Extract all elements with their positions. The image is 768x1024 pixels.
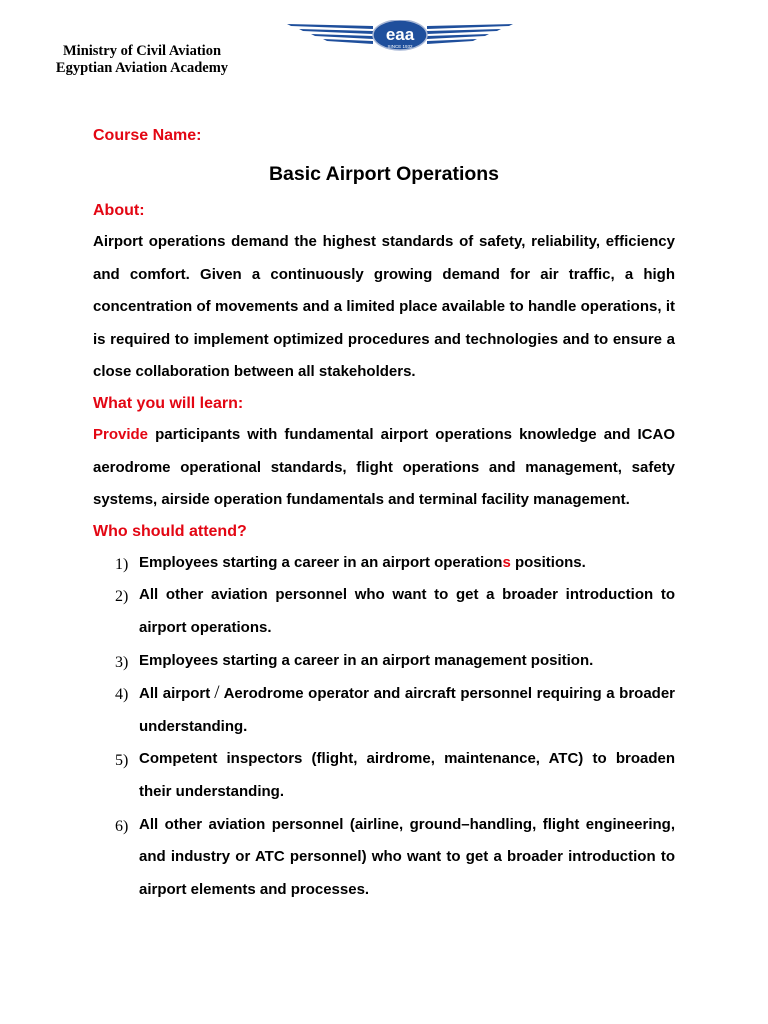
list-item-slash: / [214,682,220,704]
list-item-text: Employees starting a career in an airport operation [139,553,503,571]
about-paragraph: Airport operations demand the highest standards of safety, reliability, efficiency and comfort. Given a continuously growing demand for air traffic, a high concentration of movements and a limited place available to handle operations, it is required to implement optimized procedures and technologies and to ensure a close collaboration between all stakeholders. [93,233,675,381]
attendee-list [93,547,675,907]
learn-lead-word: Provide [93,425,149,443]
list-item [93,579,675,644]
organization-block [28,43,256,77]
list-item-text-end: positions. [510,553,586,571]
list-item-number: 6) [115,817,129,835]
course-name-heading: Course Name: [93,127,202,144]
list-item [93,677,675,743]
org-academy: Egyptian Aviation Academy [55,60,229,76]
list-item [93,743,675,808]
list-item-text: All other aviation personnel who want to get a broader introduction to airport operations. [139,586,675,636]
about-heading: About: [93,202,145,219]
list-item-text: Employees starting a career in an airport management position. [139,651,594,669]
list-item-text: Competent inspectors (flight, airdrome, maintenance, ATC) to broaden their understanding. [139,750,675,800]
list-item [93,547,675,580]
eaa-wings-logo [285,20,515,54]
learn-heading: What you will learn: [93,394,244,412]
list-item-number: 1) [115,555,129,573]
list-item [93,645,675,678]
course-document [93,125,675,906]
list-item-number: 4) [115,686,129,704]
course-title: Basic Airport Operations [268,163,500,185]
list-item [93,809,675,907]
org-ministry: Ministry of Civil Aviation [62,43,222,59]
list-item-number: 5) [115,752,129,770]
list-item-number: 3) [115,653,129,671]
logo-text: eaa [385,25,415,44]
learn-text: participants with fundamental airport operations knowledge and ICAO aerodrome operational standards, flight operations and management, safety systems, airside operation fundamentals and terminal facility management. [93,425,675,509]
attend-heading: Who should attend? [93,522,247,540]
list-item-text: All other aviation personnel (airline, ground–handling, flight engineering, and industry or ATC personnel) who want to get a broader introduction to airport elements and processes. [139,815,675,898]
list-item-number: 2) [115,588,129,606]
list-item-text: All airport [139,685,211,703]
list-item-text-end: Aerodrome operator and aircraft personnel requiring a broader understanding. [139,685,676,735]
list-item-red-letter: s [502,553,511,571]
learn-paragraph [93,419,675,517]
logo-since: SINCE 1932 [387,44,413,49]
